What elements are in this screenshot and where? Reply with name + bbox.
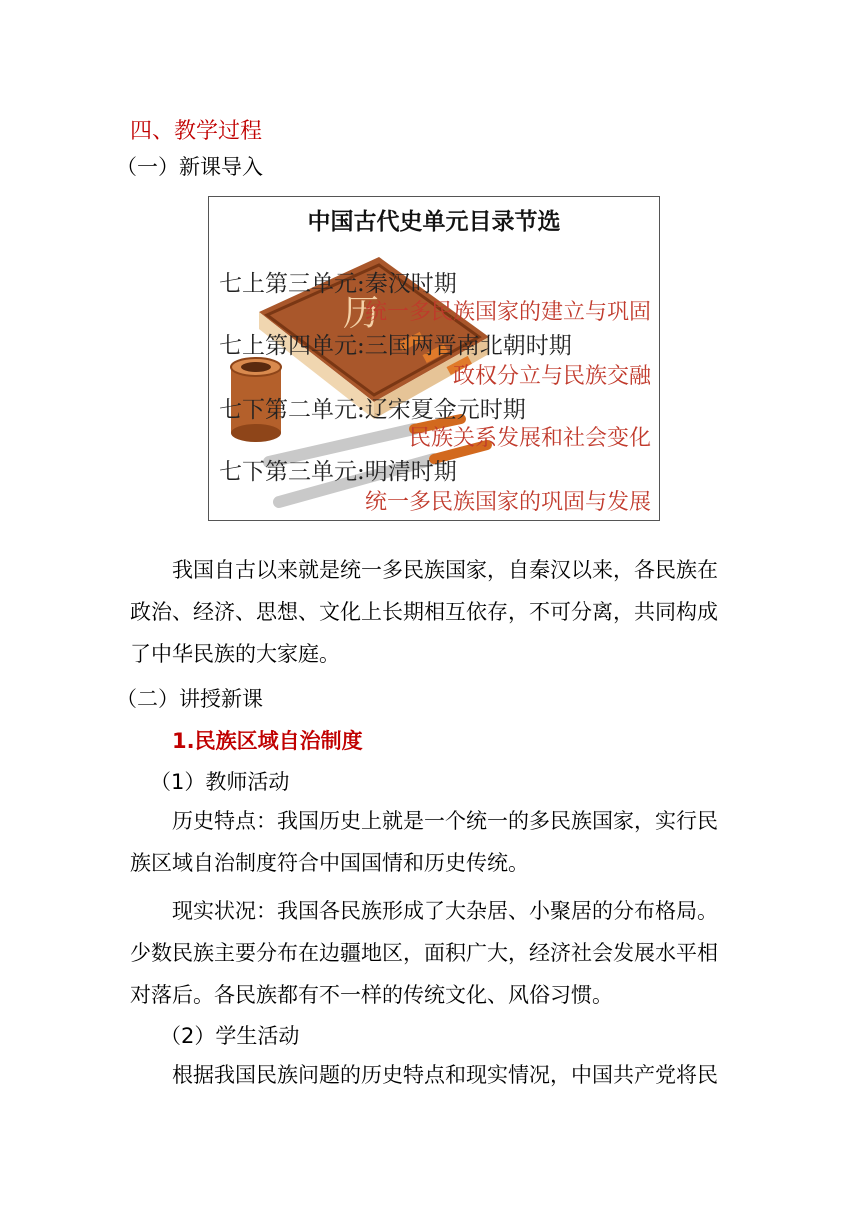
unit-label: 七上第三单元:秦汉时期 — [219, 271, 457, 297]
unit-label: 七下第三单元:明清时期 — [219, 459, 457, 485]
book-glyph: 历 — [343, 293, 380, 334]
paragraph-line: 我国自古以来就是统一多民族国家，自秦汉以来，各民族在 — [172, 558, 718, 582]
paragraph-line: 根据我国民族问题的历史特点和现实情况，中国共产党将民 — [172, 1063, 718, 1087]
unit-theme: 政权分立与民族交融 — [452, 364, 651, 389]
lecture-heading: （二）讲授新课 — [116, 687, 263, 711]
paragraph-line: 少数民族主要分布在边疆地区，面积广大，经济社会发展水平相 — [130, 941, 718, 965]
paragraph-line: 历史特点：我国历史上就是一个统一的多民族国家，实行民 — [172, 809, 718, 833]
teacher-heading: （1）教师活动 — [150, 770, 290, 794]
unit-catalog-figure — [208, 196, 660, 521]
paragraph-line: 对落后。各民族都有不一样的传统文化、风俗习惯。 — [130, 983, 613, 1007]
section-title: 四、教学过程 — [130, 119, 263, 144]
intro-heading: （一）新课导入 — [116, 155, 263, 179]
figure-title: 中国古代史单元目录节选 — [307, 208, 561, 235]
unit-label: 七下第二单元:辽宋夏金元时期 — [219, 397, 526, 423]
unit-theme: 民族关系发展和社会变化 — [408, 426, 651, 451]
paragraph-line: 族区域自治制度符合中国国情和历史传统。 — [130, 851, 529, 875]
unit-theme: 统一多民族国家的建立与巩固 — [364, 300, 651, 325]
point-title: 1.民族区域自治制度 — [172, 729, 363, 753]
unit-theme: 统一多民族国家的巩固与发展 — [364, 490, 651, 515]
paragraph-line: 政治、经济、思想、文化上长期相互依存，不可分离，共同构成 — [130, 600, 718, 624]
paragraph-line: 现实状况：我国各民族形成了大杂居、小聚居的分布格局。 — [172, 899, 718, 923]
unit-label: 七上第四单元:三国两晋南北朝时期 — [219, 333, 572, 359]
student-heading: （2）学生活动 — [160, 1024, 300, 1048]
paragraph-line: 了中华民族的大家庭。 — [130, 642, 340, 666]
